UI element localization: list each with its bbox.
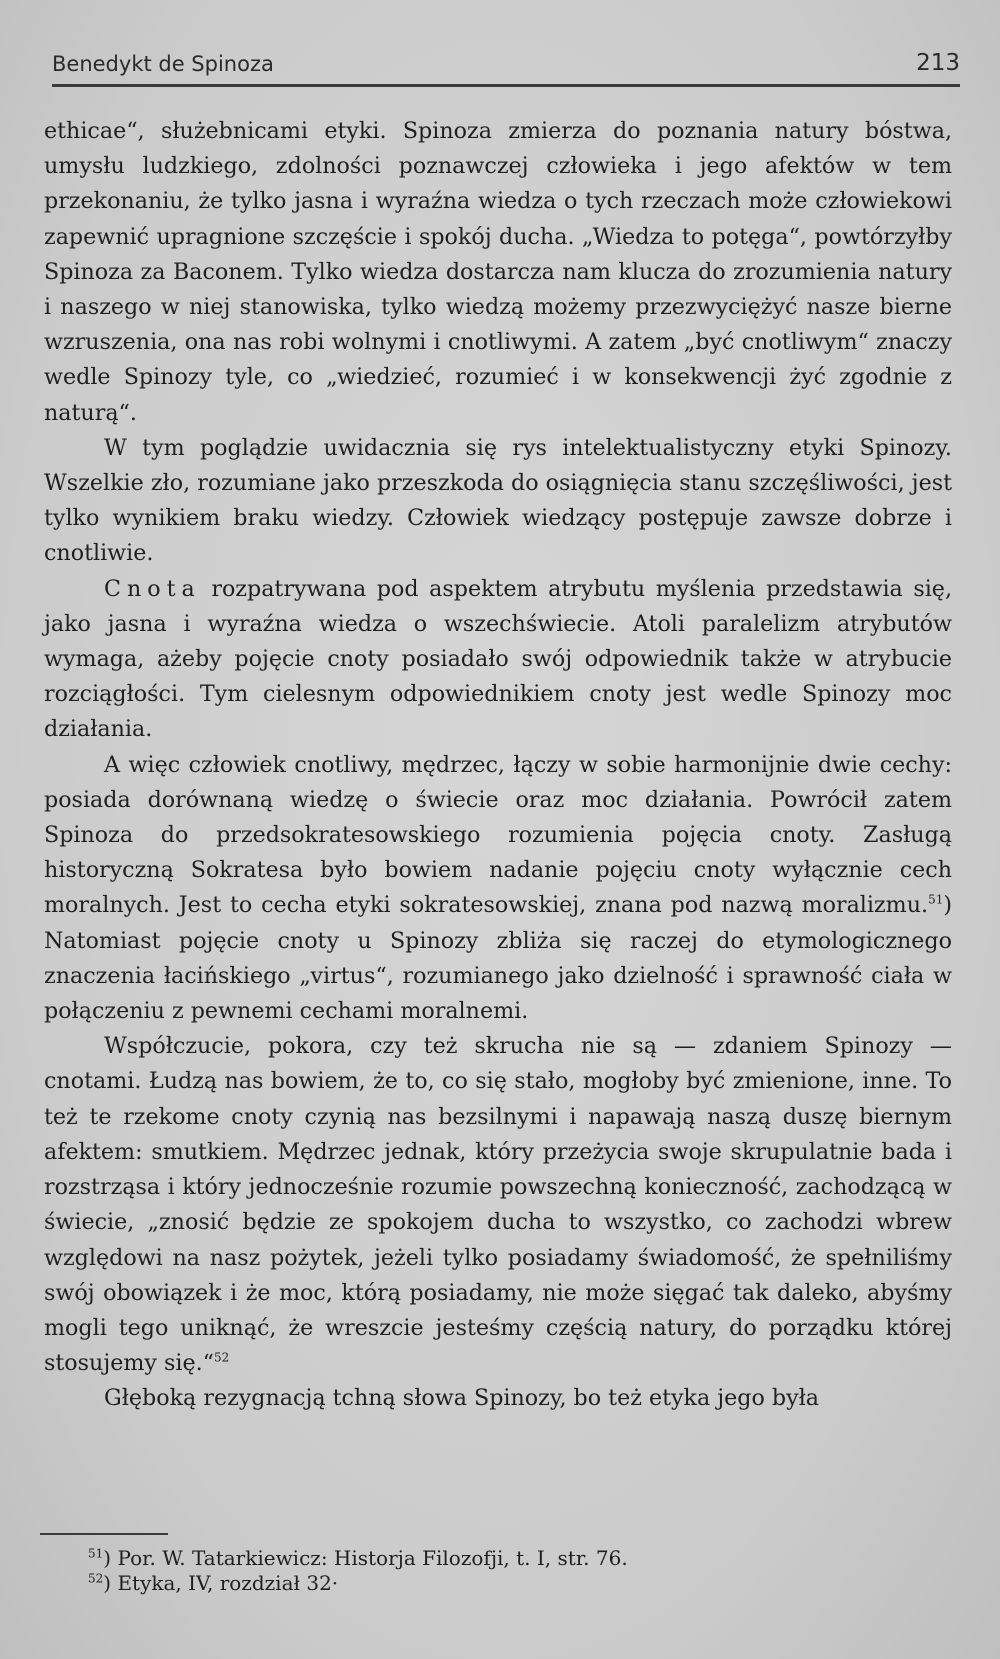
footnote [88,1571,888,1596]
text-run: A więc człowiek cnotliwy, mędrzec, łączy w sobie harmonijnie dwie cechy: posiada dorównaną wiedzę o świecie oraz moc działania. Powrócił zatem Spinoza do przedsokratesowskiego rozumienia pojęcia cnoty. Zasługą historyczną Sokratesa było bowiem nadanie pojęciu cnoty wyłącznie cech moralnych. Jest to cecha etyki sokratesowskiej, znana pod nazwą moralizmu. [44,751,952,919]
footnote-ref: 51 [928,893,944,908]
paragraph [44,431,952,572]
paragraph [44,1381,952,1416]
text-run: ethicae“, służebnicami etyki. Spinoza zmierza do poznania natury bóstwa, umysłu ludzkiego, zdolności poznawczej człowieka i jego afektów w tem przekonaniu, że tylko jasna i wyraźna wiedza o tych rzeczach może człowiekowi zapewnić upragnione szczęście i spokój ducha. „Wiedza to potęga“, powtórzyłby Spinoza za Baconem. Tylko wiedza dostarcza nam klucza do zrozumienia natury i naszego w niej stanowiska, tylko wiedzą możemy przezwyciężyć nasze bierne wzruszenia, ona nas robi wolnymi i cnotliwymi. A zatem „być cnotliwym“ znaczy wedle Spinozy tyle, co „wiedzieć, rozumieć i w konsekwencji żyć zgodnie z naturą“. [44,118,952,426]
header-rule [52,84,960,87]
footnotes [88,1546,888,1596]
body-text [44,114,952,1417]
emphasized-term: Cnota [104,575,201,602]
footnote-mark: 51 [88,1546,104,1561]
footnote-text: ) Por. W. Tatarkiewicz: Historja Filozofji, t. I, str. 76. [103,1546,628,1570]
footnote-text: ) Etyka, IV, rozdział 32· [103,1571,339,1595]
footnote-rule [40,1533,168,1535]
footnote [88,1546,888,1571]
text-run: rozpatrywana pod aspektem atrybutu myślenia przedstawia się, jako jasna i wyraźna wiedza o wszechświecie. Atoli paralelizm atrybutów wymaga, ażeby pojęcie cnoty posiadało swój odpowiednik także w atrybucie rozciągłości. Tym cielesnym odpowiednikiem cnoty jest wedle Spinozy moc działania. [44,575,952,743]
running-title: Benedykt de Spinoza [52,52,274,76]
page-number: 213 [916,50,960,76]
text-run: W tym poglądzie uwidacznia się rys intelektualistyczny etyki Spinozy. Wszelkie zło, rozumiane jako przeszkoda do osiągnięcia stanu szczęśliwości, jest tylko wynikiem braku wiedzy. Człowiek wiedzący postępuje zawsze dobrze i cnotliwie. [44,434,952,567]
running-header [52,46,960,90]
paragraph [44,572,952,748]
text-run: Głęboką rezygnacją tchną słowa Spinozy, bo też etyka jego była [104,1385,820,1412]
paragraph [44,748,952,1030]
footnote-ref: 52 [213,1350,230,1365]
footnote-mark: 52 [88,1571,104,1586]
paragraph [44,114,952,431]
text-run: ) Natomiast pojęcie cnoty u Spinozy zbliża się raczej do etymologicznego znaczenia łacińskiego „virtus“, rozumianego jako dzielność i sprawność ciała w połączeniu z pewnemi cechami moralnemi. [44,892,952,1025]
paragraph [44,1029,952,1381]
text-run: Współczucie, pokora, czy też skrucha nie są — zdaniem Spinozy — cnotami. Łudzą nas bowiem, że to, co się stało, mogłoby być zmienione, inne. To też te rzekome cnoty czynią nas bezsilnymi i napawają naszą duszę biernym afektem: smutkiem. Mędrzec jednak, który przeżycia swoje skrupulatnie bada i rozstrząsa i który jednocześnie rozumie powszechną konieczność, zachodzącą w świecie, „znosić będzie ze spokojem ducha to wszystko, co zachodzi wbrew względowi na nasz pożytek, jeżeli tylko posiadamy świadomość, że spełniliśmy swój obowiązek i że moc, którą posiadamy, nie może sięgać tak daleko, abyśmy mogli tego uniknąć, że wreszcie jesteśmy częścią natury, do porządku której stosujemy się.“ [44,1033,952,1377]
